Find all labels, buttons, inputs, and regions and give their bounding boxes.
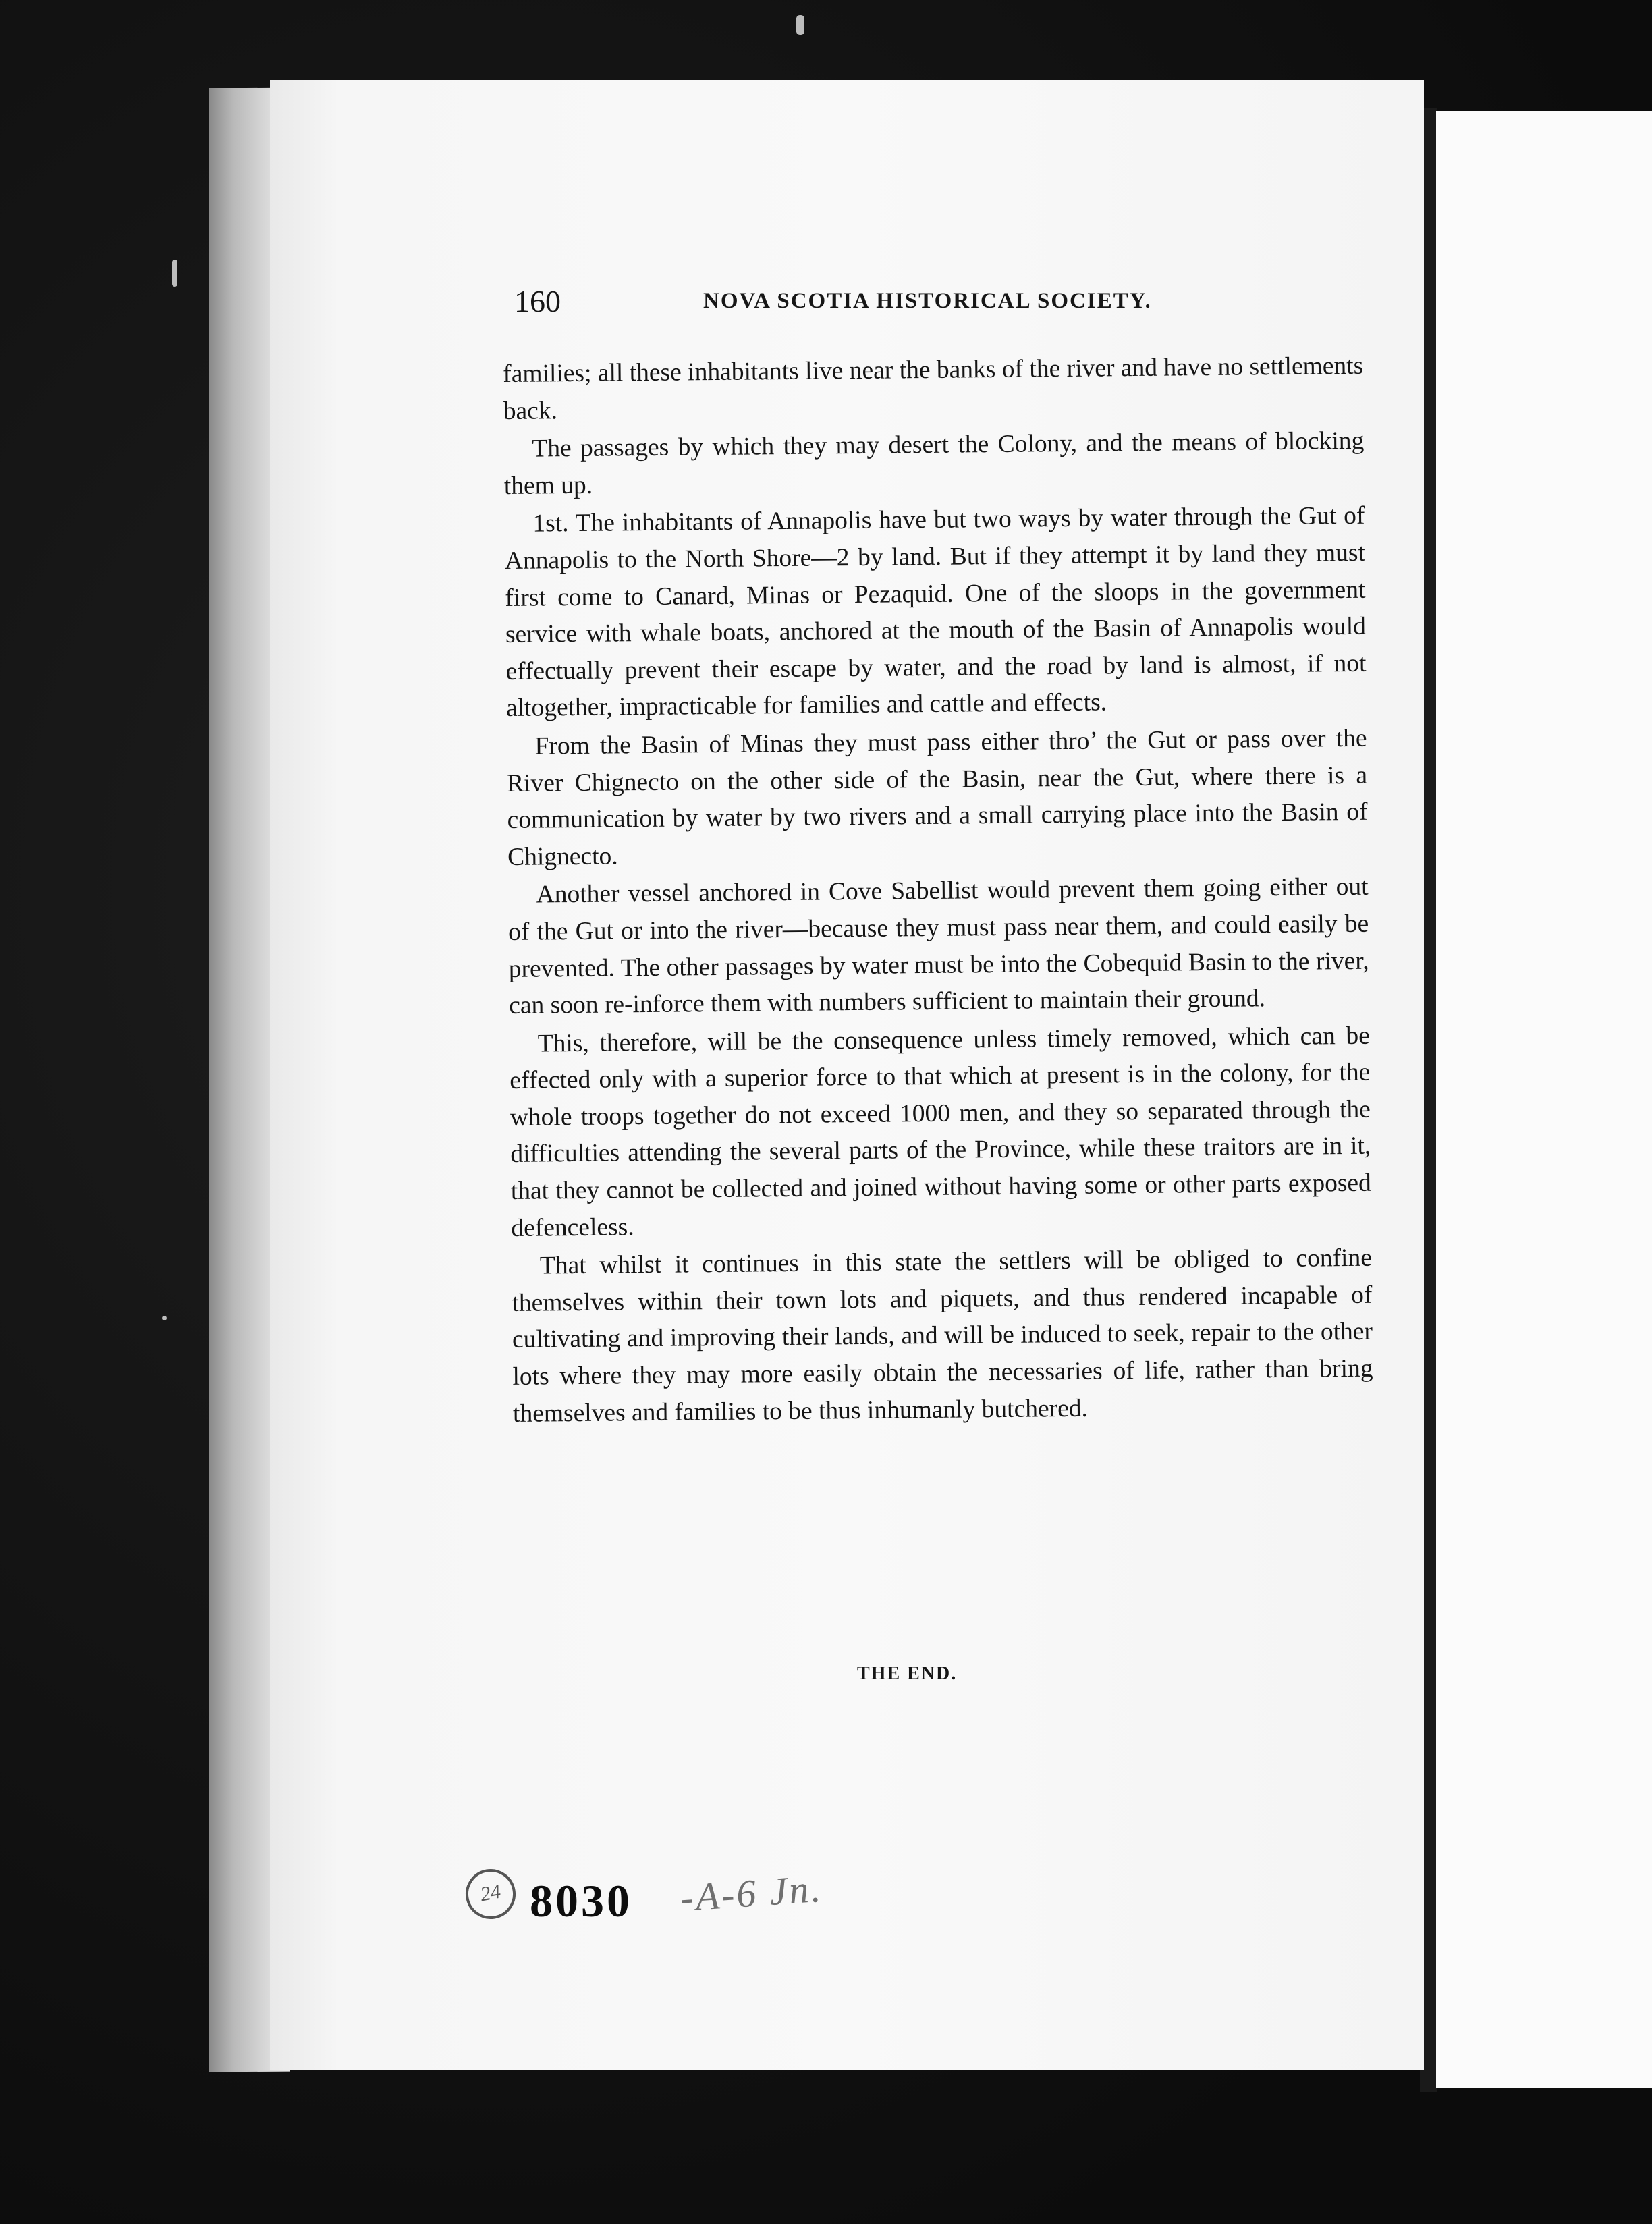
dust-speck: [162, 1316, 167, 1320]
paragraph: That whilst it continues in this state the settlers will be obliged to confine themselves within their town lots and piquets, and thus rendered incapable of cultivating and improving their lands, and will be induced to seek, repair to the other lots where they may more easily obtain the necessaries of life, rather than bring themselves and families to be thus inhumanly butchered.: [512, 1244, 1373, 1428]
dust-speck: [172, 260, 177, 287]
paragraph: This, therefore, will be the consequence unless timely removed, which can be effected only with a superior force to that which at present is in the colony, for the whole troops together do not exceed 1000 men, and they so separated through the difficulties attending the several parts of the Province, while these traitors are in it, that they cannot be collected and joined without having some or other parts exposed defenceless.: [510, 1022, 1372, 1242]
dust-speck: [796, 15, 804, 35]
paragraph: The passages by which they may desert the Colony, and the means of blocking them up.: [503, 426, 1365, 500]
paragraph: From the Basin of Minas they must pass either thro’ the Gut or pass over the River Chignecto on the other side of the Basin, near the Gut, where there is a communication by water by two rivers and a small carrying place into the Basin of Chignecto.: [506, 724, 1368, 871]
catalog-stamp: [466, 1866, 938, 1930]
the-end-heading: THE END.: [857, 1663, 958, 1684]
paragraph: Another vessel anchored in Cove Sabellist would prevent them going either out of the Gut or into the river—because they must pass near them, and could easily be prevented. The other passages by water must be into the Cobequid Basin to the river, can soon re-inforce them with numbers sufficient to maintain their ground.: [507, 873, 1369, 1020]
handwritten-annotation: -A-6 Jn.: [678, 1866, 824, 1920]
page-number: 160: [514, 284, 561, 318]
paragraph: 1st. The inhabitants of Annapolis have but two ways by water through the Gut of Annapolis to the North Shore—2 by land. But if they attempt it by land they must first come to Canard, Minas or Pezaquid. One of the sloops in the government service with whale boats, anchored at the mouth of the Basin of Annapolis would effectually prevent their escape by water, and the road by land is almost, if not altogether, impracticable for families and cattle and effects.: [504, 502, 1367, 723]
body-text: [503, 348, 1373, 1434]
page-header: [514, 283, 1392, 337]
adjacent-page: [1436, 111, 1652, 2088]
paragraph: families; all these inhabitants live near the banks of the river and have no settlements back.: [503, 352, 1364, 425]
circled-number: 24: [462, 1865, 520, 1923]
running-head: NOVA SCOTIA HISTORICAL SOCIETY.: [703, 289, 1152, 313]
catalog-number: 8030: [530, 1875, 632, 1926]
